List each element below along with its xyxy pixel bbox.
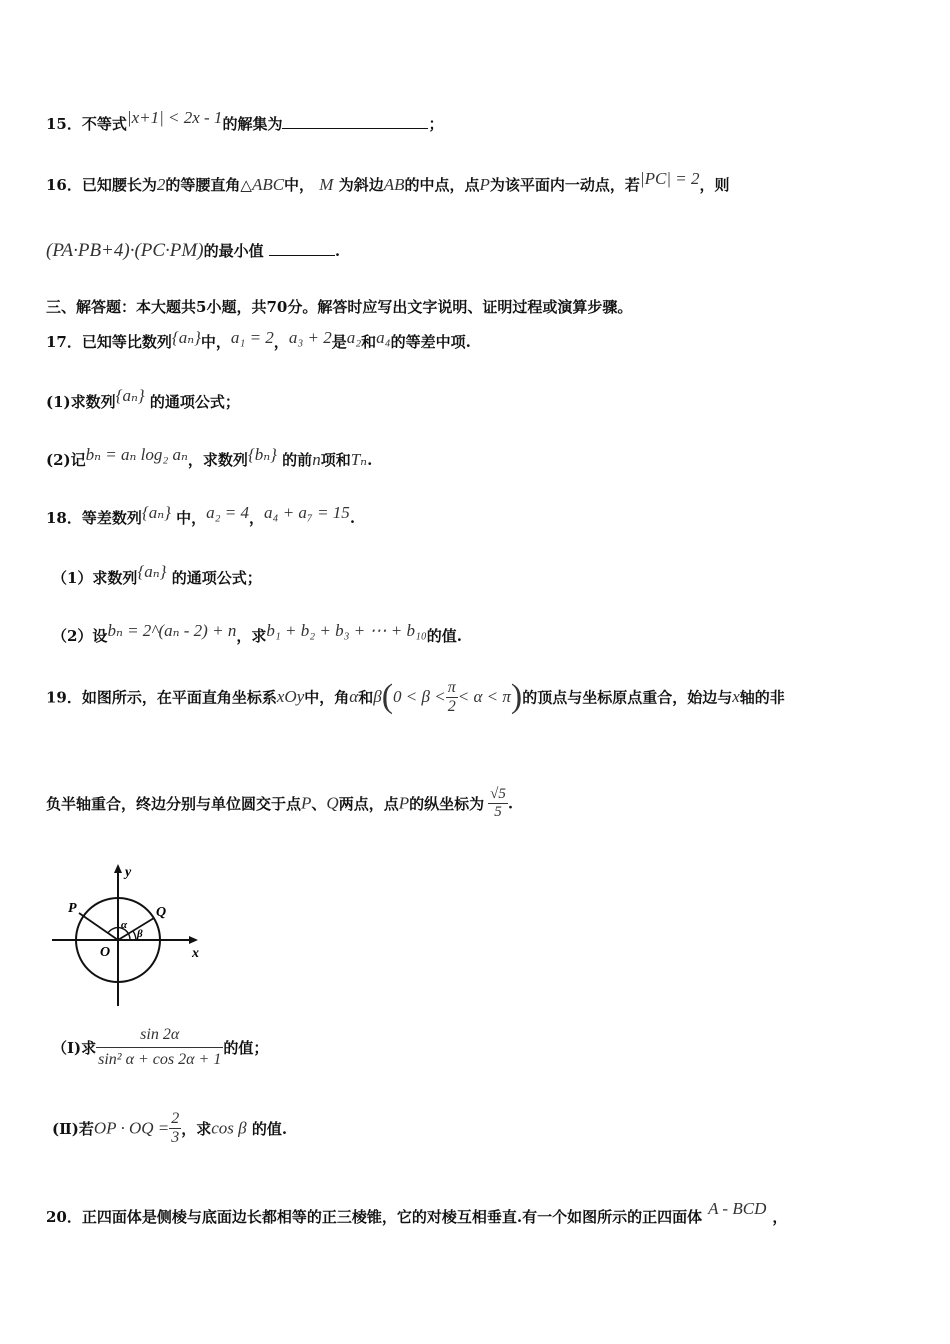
question-number: 20． (46, 1208, 82, 1226)
label-p: P (68, 901, 77, 916)
question-text: 的等腰直角△ (165, 176, 252, 194)
part-label: (Ⅱ)若 (52, 1120, 94, 1138)
math-inline: a₁ = 2 (230, 328, 274, 347)
question-19-part-1 (52, 1026, 268, 1069)
paren-open: ( (381, 678, 394, 715)
math-inline: {aₙ} (115, 386, 145, 405)
math-inline: a₂ = 4 (206, 503, 250, 522)
section-heading: 三、解答题：本大题共5小题，共70分。解答时应写出文字说明、证明过程或演算步骤。 (46, 298, 633, 316)
math-inline: OP · OQ = (93, 1118, 170, 1138)
question-text: 如图所示，在平面直角坐标系 (81, 688, 277, 707)
math-inline: a₃ + 2 (288, 328, 332, 347)
question-text: 的等差中项. (390, 333, 471, 351)
question-text: 和 (361, 333, 377, 351)
math-inline: 0 < β < (393, 687, 446, 706)
sqrt5-over-5-fraction (488, 786, 508, 821)
label-alpha: α (121, 919, 128, 931)
math-expression: (PA·PB+4)·(PC·PM) (46, 240, 204, 261)
question-text: ，求数列 (187, 451, 248, 469)
question-number: 18． (46, 509, 82, 527)
math-inline: cos β (211, 1118, 247, 1138)
fraction-denominator: 2 (447, 697, 456, 715)
question-18 (46, 503, 356, 528)
question-text: 的纵坐标为 (409, 795, 485, 813)
math-inline: {aₙ} (171, 328, 201, 347)
trig-fraction (96, 1026, 223, 1069)
question-text: 的解集为 (222, 115, 283, 133)
two-thirds-fraction (169, 1110, 181, 1147)
question-19-line-2 (46, 786, 513, 821)
question-text: 的中点，点 (404, 176, 480, 194)
question-17-part-1 (46, 386, 240, 412)
part-label: （2）设 (52, 627, 108, 645)
question-19 (46, 678, 785, 716)
math-inline: P (398, 793, 410, 813)
fraction-denominator: 5 (494, 804, 502, 820)
question-16 (46, 169, 730, 195)
question-text: 正四面体是侧棱与底面边长都相等的正三棱锥，它的对棱互相垂直.有一个如图所示的正四面体 (81, 1208, 703, 1226)
question-17-part-2 (46, 445, 373, 470)
question-text: ，则 (699, 176, 730, 194)
answer-blank (269, 255, 335, 256)
question-20 (46, 1199, 788, 1227)
question-text: 的最小值 (203, 242, 264, 260)
label-y: y (125, 865, 132, 880)
question-text: 已知等比数列 (81, 333, 172, 351)
fraction-denominator: sin² α + cos 2α + 1 (98, 1051, 222, 1068)
question-text: 的值. (251, 1120, 288, 1138)
fraction-numerator: 2 (171, 1110, 180, 1127)
question-text: 负半轴重合，终边分别与单位圆交于点 (46, 795, 302, 813)
math-inline: ABC (251, 175, 285, 194)
question-number: 19． (46, 688, 82, 707)
question-text: ， (273, 333, 289, 351)
fraction-numerator: sin 2α (96, 1026, 223, 1048)
question-text: 不等式 (81, 115, 127, 133)
math-inline: Q (326, 793, 339, 813)
punctuation: . (349, 509, 356, 527)
math-inline: Tₙ (350, 450, 368, 469)
question-16-line-2 (46, 240, 340, 262)
label-q: Q (156, 905, 167, 920)
question-19-part-2 (52, 1110, 287, 1147)
math-inline: bₙ = aₙ log₂ aₙ (85, 445, 188, 464)
question-text: 、 (311, 795, 327, 813)
question-text: 的通项公式； (149, 393, 240, 411)
part-label: （Ⅰ)求 (52, 1039, 97, 1057)
paren-close: ) (510, 678, 523, 715)
label-beta: β (137, 928, 143, 940)
question-text: 中， (284, 176, 315, 194)
ray-p (79, 913, 118, 940)
math-inline: 2 (156, 175, 166, 194)
math-inline: xOy (276, 687, 305, 706)
x-arrow-icon (189, 936, 198, 944)
math-inline: |PC| = 2 (639, 169, 700, 188)
math-inline: < α < π (457, 687, 511, 706)
part-label: （1）求数列 (52, 569, 138, 587)
math-inline: b₁ + b₂ + b₃ + ⋯ + b₁₀ (266, 621, 427, 640)
math-inline: {aₙ} (137, 562, 167, 581)
label-o: O (100, 945, 111, 960)
fraction-denominator: 3 (171, 1129, 180, 1146)
pi-over-2-fraction (446, 679, 458, 716)
math-inline: a₄ (376, 328, 391, 347)
question-number: 16． (46, 176, 82, 194)
label-x: x (192, 946, 199, 961)
math-inline: α (349, 687, 359, 706)
question-text: 为该平面内一动点，若 (489, 176, 640, 194)
question-17 (46, 328, 471, 352)
question-18-part-1 (52, 562, 262, 588)
punctuation: ， (772, 1208, 788, 1226)
math-inline: P (479, 175, 490, 194)
math-inline: x (732, 687, 740, 706)
question-text: 的顶点与坐标原点重合，始边与 (522, 688, 733, 707)
punctuation: . (334, 242, 341, 260)
question-text: 轴的非 (739, 688, 785, 707)
inequality-math: |x+1| < 2x - 1 (126, 108, 223, 127)
question-text: 和 (358, 688, 374, 707)
question-text: 两点，点 (338, 795, 399, 813)
question-text: 已知腰长为 (81, 176, 157, 194)
punctuation: ； (428, 115, 444, 133)
question-text: 是 (331, 333, 347, 351)
question-text: 的值； (223, 1039, 269, 1057)
beta-arc (133, 931, 136, 940)
math-inline: {bₙ} (247, 445, 277, 464)
math-inline: β (373, 687, 382, 706)
question-text: 中，角 (304, 688, 350, 707)
part-label: (2)记 (46, 451, 86, 469)
math-inline: M (319, 175, 334, 194)
question-18-part-2 (52, 621, 463, 646)
fraction-numerator: π (447, 678, 456, 696)
unit-circle-figure (48, 860, 208, 1010)
question-text: 等差数列 (81, 509, 142, 527)
question-text: 为斜边 (338, 176, 384, 194)
question-text: 的通项公式； (171, 569, 262, 587)
question-15 (46, 108, 444, 134)
question-text: ， (249, 509, 265, 527)
question-text: 的值. (426, 627, 463, 645)
math-inline: {aₙ} (141, 503, 171, 522)
math-inline: a₄ + a₇ = 15 (264, 503, 350, 522)
question-text: 中， (200, 333, 231, 351)
math-inline: A - BCD (708, 1199, 767, 1218)
punctuation: . (367, 451, 373, 469)
question-text: ，求 (236, 627, 267, 645)
fraction-numerator: √5 (490, 786, 506, 802)
y-arrow-icon (114, 864, 122, 873)
question-text: ，求 (181, 1120, 212, 1138)
punctuation: . (507, 794, 514, 813)
part-label: (1)求数列 (46, 393, 116, 411)
question-number: 17． (46, 333, 82, 351)
answer-blank (282, 128, 428, 129)
question-text: 中， (176, 509, 207, 527)
question-text: 项和 (320, 451, 351, 469)
math-inline: a₂ (346, 328, 362, 347)
question-number: 15． (46, 115, 82, 133)
question-text: 的前 (282, 451, 313, 469)
math-inline: P (301, 793, 312, 813)
math-inline: bₙ = 2^(aₙ - 2) + n (107, 621, 237, 640)
math-inline: n (312, 450, 321, 469)
math-inline: AB (383, 175, 405, 194)
